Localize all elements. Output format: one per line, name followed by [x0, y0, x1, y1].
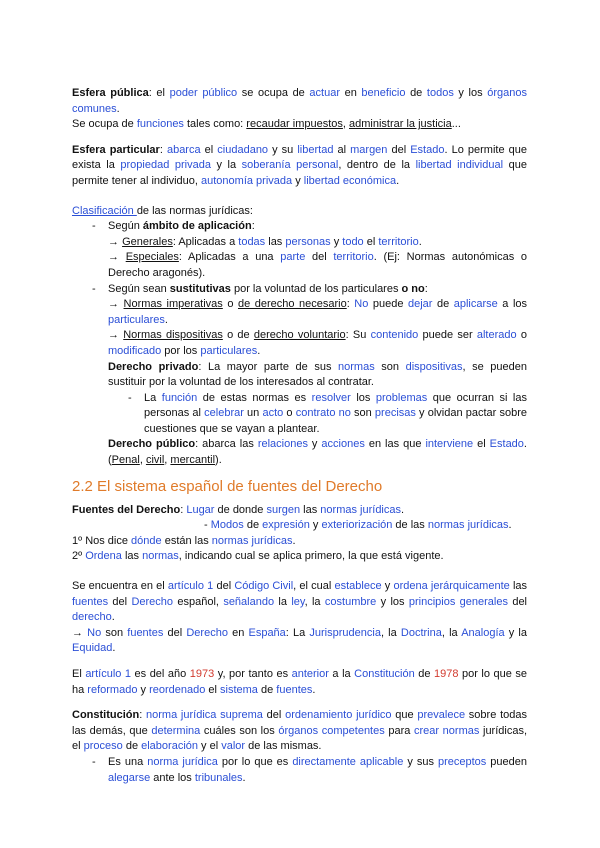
text: : el	[148, 87, 170, 99]
list-item-especiales	[72, 250, 527, 281]
keyword: Código Civil	[234, 580, 294, 593]
keyword: actuar	[309, 87, 340, 99]
term: Esfera pública	[72, 87, 149, 99]
keyword: contenido	[370, 329, 419, 342]
text: :	[346, 298, 355, 311]
text: de	[432, 298, 454, 311]
keyword: no	[335, 407, 351, 420]
text: , la	[441, 626, 462, 639]
text: , la	[380, 626, 401, 639]
underlined-term: derecho voluntario	[253, 329, 346, 342]
text: y	[292, 174, 304, 187]
keyword: margen	[350, 143, 388, 156]
text: a los	[497, 298, 528, 311]
text: o	[222, 298, 238, 311]
keyword: particulares	[200, 344, 258, 357]
text: las	[121, 550, 143, 563]
keyword: No	[354, 298, 369, 311]
text: . (	[108, 438, 527, 467]
text: y la	[504, 626, 527, 639]
keyword: libertad económica	[303, 174, 397, 187]
text: son	[350, 407, 375, 420]
list-item-derecho-publico	[72, 437, 527, 468]
text: de las mismas.	[245, 740, 322, 753]
keyword: crear normas	[414, 724, 480, 737]
text: por lo que se ha	[72, 668, 527, 696]
text: español,	[173, 595, 224, 608]
keyword: autonomía privada	[201, 174, 293, 187]
text: de	[414, 668, 434, 680]
text: .	[112, 642, 116, 655]
keyword: ordena jerárquicamente	[393, 580, 510, 593]
text: de	[122, 740, 142, 753]
term: Fuentes del Derecho	[72, 503, 181, 516]
text: las	[509, 580, 528, 593]
text: de	[257, 683, 277, 696]
text: de estas normas es	[197, 391, 312, 404]
keyword: Modos	[210, 519, 244, 532]
arrow-icon: →	[72, 626, 88, 639]
text: cuáles son los	[200, 724, 279, 737]
paragraph-segundo	[72, 549, 527, 565]
text: es del año	[131, 668, 190, 680]
keyword: tribunales	[194, 771, 243, 784]
text: :	[424, 282, 428, 295]
list-item-norma-juridica	[72, 755, 527, 786]
underlined-term: Penal	[111, 454, 140, 467]
keyword: expresión	[262, 519, 310, 532]
keyword: preceptos	[437, 755, 487, 768]
text: ,	[139, 454, 146, 467]
text: el	[200, 143, 218, 156]
text: 1º Nos dice	[72, 534, 132, 547]
keyword: libertad individual	[415, 159, 504, 172]
keyword: soberanía personal	[241, 159, 339, 172]
text: que	[391, 709, 418, 722]
keyword: artículo 1	[85, 668, 132, 680]
keyword: precisas	[374, 407, 416, 420]
keyword: exteriorización	[321, 519, 393, 532]
term: Derecho público	[108, 438, 196, 451]
text: en	[227, 626, 249, 639]
text: el	[205, 683, 221, 696]
keyword: Jurisprudencia	[309, 626, 381, 639]
text: y sus	[403, 755, 438, 768]
paragraph-codigo-civil	[72, 579, 527, 626]
keyword: señalando	[223, 595, 275, 608]
text: y, por tanto es	[214, 668, 292, 680]
text: , la	[304, 595, 325, 608]
keyword: particulares	[108, 313, 165, 326]
spacer	[72, 133, 527, 143]
keyword: norma jurídica	[147, 755, 218, 768]
text: ,	[164, 454, 171, 467]
keyword: acto	[262, 407, 284, 420]
underlined-term: de derecho necesario	[237, 298, 347, 311]
text: del	[387, 143, 411, 156]
keyword: norma jurídica suprema	[146, 709, 263, 722]
text: y olvidan pactar sobre cuestiones que se vayan a plantear.	[144, 407, 527, 435]
text: a la	[328, 668, 355, 680]
text: sobre todas las demás, que	[72, 709, 527, 737]
text: .	[111, 611, 115, 624]
keyword: ordenamiento jurídico	[285, 709, 392, 722]
text: del	[507, 595, 528, 608]
paragraph-no-fuentes	[72, 626, 527, 657]
text: :	[139, 709, 147, 722]
text: ).	[215, 454, 222, 467]
spacer	[72, 565, 527, 579]
list-item-generales	[72, 235, 527, 251]
keyword: fuentes	[276, 683, 313, 696]
text: un	[243, 407, 263, 420]
text: en	[339, 87, 362, 99]
term: Constitución	[72, 709, 140, 722]
text: por la voluntad de los particulares	[230, 282, 402, 295]
underlined-term: civil	[145, 454, 165, 467]
arrow-icon: →	[108, 298, 124, 311]
text: para	[384, 724, 414, 737]
text: .	[292, 534, 296, 547]
paragraph-funciones	[72, 117, 527, 133]
constitucion-list	[72, 755, 527, 786]
text: :	[251, 220, 255, 233]
text: o	[516, 329, 527, 342]
text: , el cual	[293, 580, 335, 593]
term: Derecho privado	[108, 360, 199, 373]
text: . (Ej: Normas autonómicas o Derecho aragonés).	[108, 251, 527, 279]
text: del	[213, 580, 235, 593]
keyword: normas jurídicas	[211, 534, 293, 547]
keyword: costumbre	[324, 595, 377, 608]
text: las	[265, 235, 286, 248]
keyword: Doctrina	[400, 626, 442, 639]
list-item-funcion	[72, 391, 527, 438]
keyword: órganos comunes	[72, 87, 527, 115]
text: y	[309, 519, 322, 532]
text: del	[163, 626, 187, 639]
spacer	[72, 657, 527, 667]
paragraph-articulo-1973	[72, 667, 527, 698]
text: están las	[161, 534, 212, 547]
keyword: todo	[342, 235, 364, 248]
keyword: normas	[142, 550, 179, 563]
text: de las normas jurídicas:	[136, 204, 253, 217]
text: de las	[392, 519, 428, 532]
keyword: ciudadano	[217, 143, 269, 156]
text: jurídicas, el	[72, 724, 528, 753]
text: puede	[368, 298, 408, 311]
keyword: fuentes	[127, 626, 164, 639]
keyword: función	[161, 391, 198, 404]
keyword: elaboración	[141, 740, 198, 753]
keyword: Derecho	[131, 595, 174, 608]
keyword: prevalece	[417, 709, 466, 722]
text: .	[312, 683, 316, 696]
text: por lo que es	[217, 755, 293, 768]
list-item-imperativas	[72, 297, 527, 328]
paragraph-primero	[72, 534, 527, 550]
text: las	[300, 503, 321, 516]
text: y su	[268, 143, 298, 156]
keyword: reordenado	[149, 683, 206, 696]
keyword: proceso	[83, 740, 123, 753]
text: , dentro de la	[338, 159, 416, 172]
document-page	[72, 86, 527, 786]
keyword: principios generales	[408, 595, 508, 608]
keyword: problemas	[375, 391, 428, 404]
text: al	[333, 143, 351, 156]
text: Se ocupa de	[72, 118, 137, 131]
text: : Aplicadas a una	[178, 251, 281, 264]
keyword: alegarse	[108, 771, 151, 784]
keyword: Analogía	[461, 626, 505, 639]
keyword: beneficio	[361, 87, 406, 99]
keyword: parte	[280, 251, 306, 264]
paragraph-esfera-particular	[72, 143, 527, 190]
text: del	[305, 251, 334, 264]
text: :	[180, 503, 187, 516]
keyword: territorio	[333, 251, 374, 264]
term: sustitutivas	[169, 282, 231, 295]
text: o	[283, 407, 296, 420]
underlined-term: Generales	[122, 235, 173, 248]
keyword: funciones	[136, 118, 184, 131]
text: .	[257, 344, 261, 357]
list-item-dispositivas	[72, 328, 527, 359]
keyword: anterior	[291, 668, 329, 680]
text: Según sean	[108, 282, 170, 295]
term: o no	[401, 282, 425, 295]
keyword: acciones	[321, 438, 365, 451]
text: o de	[222, 329, 254, 342]
text: son	[374, 360, 406, 373]
text: y	[307, 438, 322, 451]
text: La	[144, 391, 162, 404]
text: y los	[453, 87, 488, 99]
keyword: Constitución	[354, 668, 415, 680]
paragraph-esfera-publica	[72, 86, 527, 117]
text: tales como:	[183, 118, 247, 131]
text: y la	[210, 159, 242, 172]
text: Se encuentra en el	[72, 580, 168, 593]
keyword: Ordena	[85, 550, 122, 563]
list-item-sustitutivas	[72, 282, 527, 298]
text: : La mayor parte de sus	[198, 360, 339, 373]
text: y	[330, 235, 343, 248]
keyword: todas	[238, 235, 266, 248]
keyword: poder público	[169, 87, 238, 99]
text: .	[116, 102, 120, 115]
text: los	[350, 391, 376, 404]
underlined-term: Normas imperativas	[123, 298, 223, 311]
keyword: reformado	[87, 683, 138, 696]
list-item-ambito	[72, 219, 527, 235]
text: : La	[285, 626, 310, 639]
text: y los	[376, 595, 409, 608]
keyword: No	[87, 626, 102, 639]
keyword: relaciones	[257, 438, 308, 451]
text: .	[242, 771, 246, 784]
text: de	[405, 87, 427, 99]
text: el	[363, 235, 379, 248]
text: son	[101, 626, 128, 639]
text: : Aplicadas a	[172, 235, 239, 248]
keyword: normas jurídicas	[320, 503, 401, 516]
term: ámbito de aplicación	[142, 220, 252, 233]
text: -	[204, 519, 211, 532]
text: 2º	[72, 550, 86, 563]
text: El	[72, 668, 86, 680]
keyword: modificado	[108, 344, 162, 357]
keyword: valor	[221, 740, 246, 753]
keyword: celebrar	[204, 407, 244, 420]
keyword: territorio	[378, 235, 419, 248]
keyword: todos	[426, 87, 454, 99]
text: .	[164, 313, 168, 326]
keyword: órganos competentes	[278, 724, 385, 737]
text: del	[108, 595, 132, 608]
list-item-derecho-privado	[72, 360, 527, 391]
text: Según	[108, 220, 143, 233]
underlined-term: administrar la justicia	[349, 118, 452, 131]
keyword: resolver	[311, 391, 351, 404]
text: ...	[451, 118, 461, 131]
text: que ocurran si las personas al	[144, 391, 527, 420]
paragraph-clasificacion	[72, 204, 527, 220]
text: :	[159, 143, 167, 156]
text: del	[262, 709, 286, 722]
keyword: libertad	[297, 143, 334, 156]
text: Es una	[108, 755, 148, 768]
keyword: surgen	[266, 503, 301, 516]
underlined-term: mercantil	[170, 454, 216, 467]
keyword: Equidad	[72, 642, 113, 655]
year: 1978	[433, 668, 459, 680]
text: pueden	[486, 755, 527, 768]
underlined-term: Especiales	[125, 251, 179, 264]
text: , indicando cual se aplica primero, la que está vigente.	[178, 550, 444, 563]
term: Esfera particular	[72, 143, 160, 156]
keyword: contrato	[295, 407, 336, 420]
keyword: fuentes	[72, 595, 109, 608]
text: ,	[342, 118, 350, 131]
text: la	[274, 595, 292, 608]
keyword: derecho	[72, 611, 112, 624]
text: que permite tener al individuo,	[72, 159, 527, 187]
section-heading: 2.2 El sistema español de fuentes del Derecho	[72, 477, 383, 495]
spacer	[72, 190, 527, 204]
keyword: ley	[291, 595, 305, 608]
keyword: dispositivas	[405, 360, 463, 373]
keyword: Lugar	[186, 503, 215, 516]
text: por los	[161, 344, 201, 357]
arrow-icon: →	[108, 329, 124, 342]
keyword: determina	[151, 724, 201, 737]
keyword: normas	[338, 360, 375, 373]
keyword: alterado	[476, 329, 517, 342]
keyword: directamente aplicable	[292, 755, 404, 768]
text: y	[381, 580, 394, 593]
text: de donde	[214, 503, 267, 516]
text: puede ser	[418, 329, 477, 342]
keyword: normas jurídicas	[427, 519, 509, 532]
text: : Su	[345, 329, 371, 342]
keyword: personas	[285, 235, 331, 248]
underlined-term: recaudar impuestos	[246, 118, 343, 131]
classification-list	[72, 219, 527, 469]
clasificacion-link[interactable]: Clasificación	[72, 204, 137, 217]
paragraph-fuentes	[72, 503, 527, 519]
keyword: establece	[334, 580, 382, 593]
text: .	[418, 235, 422, 248]
keyword: Derecho	[186, 626, 228, 639]
keyword: dejar	[408, 298, 433, 311]
text: . Lo permite que exista la	[72, 143, 527, 172]
text: .	[396, 174, 400, 187]
keyword: propiedad privada	[120, 159, 211, 172]
keyword: dónde	[131, 534, 162, 547]
keyword: Estado	[410, 143, 445, 156]
text: y	[137, 683, 150, 696]
keyword: Estado	[489, 438, 524, 451]
arrow-icon: →	[108, 235, 123, 248]
text: de	[243, 519, 263, 532]
keyword: sistema	[220, 683, 258, 696]
text: .	[401, 503, 405, 516]
underlined-term: Normas dispositivas	[123, 329, 223, 342]
text: .	[508, 519, 512, 532]
keyword: España	[248, 626, 286, 639]
keyword: artículo 1	[167, 580, 214, 593]
year: 1973	[189, 668, 215, 680]
text: se ocupa de	[237, 87, 310, 99]
keyword: aplicarse	[453, 298, 498, 311]
text: el	[473, 438, 490, 451]
arrow-icon: →	[108, 251, 126, 264]
keyword: interviene	[425, 438, 474, 451]
text: en las que	[364, 438, 426, 451]
paragraph-modos	[72, 518, 527, 534]
spacer	[72, 698, 527, 708]
text: ante los	[150, 771, 195, 784]
text: , se pueden sustituir por la voluntad de los interesados al contratar.	[108, 360, 527, 389]
text: : abarca las	[195, 438, 258, 451]
text: y el	[198, 740, 222, 753]
keyword: abarca	[166, 143, 201, 156]
paragraph-constitucion	[72, 708, 527, 755]
